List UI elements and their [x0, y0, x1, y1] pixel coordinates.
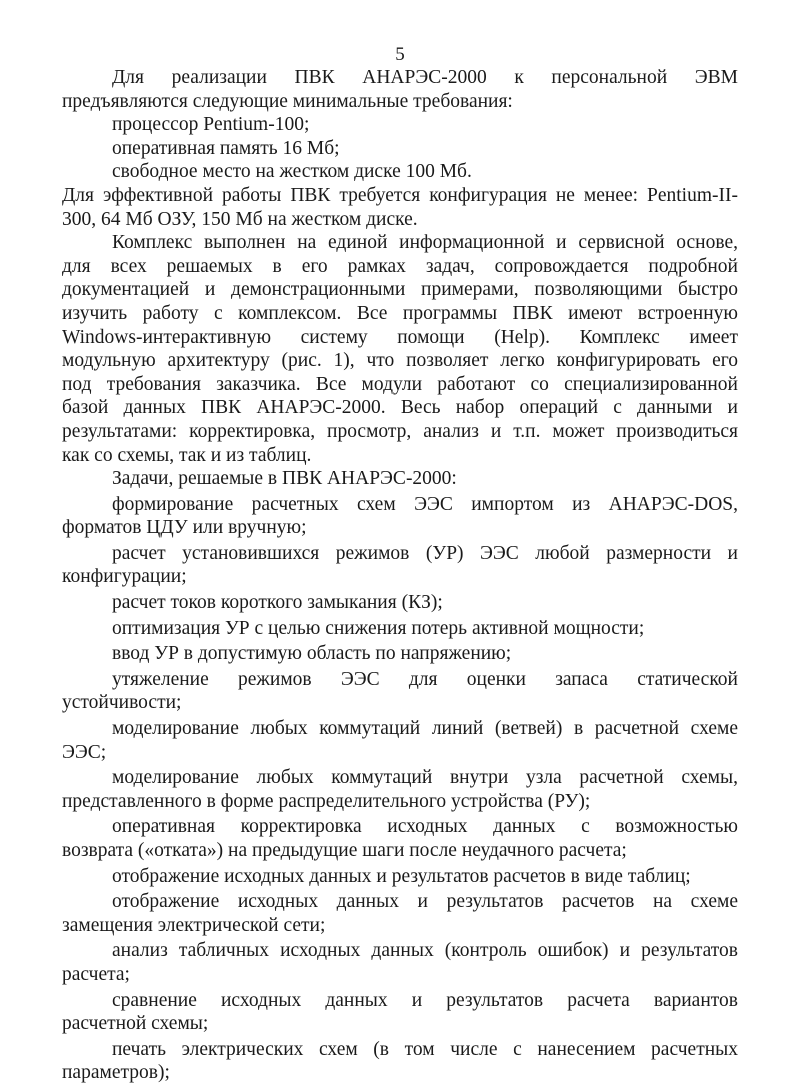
task-item-line-1: моделирование любых коммутаций внутри узла расчетной схемы, [112, 767, 738, 789]
task-item [62, 717, 738, 764]
task-item [62, 617, 738, 641]
complex-paragraph-line-3: документацией и демонстрационными примерами, позволяющими быстро [62, 279, 738, 301]
efficient-config-line-2: 300, 64 Мб ОЗУ, 150 Мб на жестком диске. [62, 208, 418, 230]
task-item-line-1: расчет токов короткого замыкания (КЗ); [112, 592, 443, 614]
task-item [62, 642, 738, 666]
task-item-line-1: оперативная корректировка исходных данных с возможностью [112, 816, 738, 838]
task-item [62, 493, 738, 540]
task-item [62, 1038, 738, 1085]
task-item [62, 542, 738, 589]
complex-paragraph-line-2: для всех решаемых в его рамках задач, сопровождается подробной [62, 255, 738, 277]
task-item-line-2: возврата («отката») на предыдущие шаги после неудачного расчета; [62, 840, 627, 861]
task-item-line-1: сравнение исходных данных и результатов расчета вариантов [112, 989, 738, 1011]
task-item-line-2: представленного в форме распределительного устройства (РУ); [62, 790, 591, 812]
complex-paragraph-line-7: под требования заказчика. Все модули работают со специализированной [62, 373, 738, 395]
requirements-intro-line-2: предъявляются следующие минимальные требования: [62, 90, 513, 112]
task-item-line-2: замещения электрической сети; [62, 914, 326, 936]
task-item-line-2: ЭЭС; [62, 741, 107, 763]
task-item [62, 939, 738, 986]
complex-paragraph-line-5: Windows-интерактивную систему помощи (Help). Комплекс имеет [62, 326, 738, 348]
task-item-line-1: моделирование любых коммутаций линий (ветвей) в расчетной схеме [112, 718, 738, 740]
task-item-line-1: формирование расчетных схем ЭЭС импортом из АНАРЭС-DOS, [112, 493, 738, 515]
requirements-intro-line-1: Для реализации ПВК АНАРЭС-2000 к персональной ЭВМ [112, 67, 738, 88]
task-item-line-1: отображение исходных данных и результатов расчетов в виде таблиц; [112, 865, 691, 887]
task-item-line-1: печать электрических схем (в том числе с нанесением расчетных [112, 1038, 738, 1060]
task-item [62, 815, 738, 862]
tasks-heading: Задачи, решаемые в ПВК АНАРЭС-2000: [112, 468, 457, 490]
page-body [62, 66, 738, 1085]
complex-paragraph-line-10: как со схемы, так и из таблиц. [62, 444, 312, 466]
complex-paragraph-line-1: Комплекс выполнен на единой информационной и сервисной основе, [112, 232, 738, 254]
task-item [62, 890, 738, 937]
task-item-line-1: оптимизация УР с целью снижения потерь активной мощности; [112, 617, 645, 639]
task-item [62, 668, 738, 715]
task-item-line-1: расчет установившихся режимов (УР) ЭЭС любой размерности и [112, 542, 738, 564]
requirement-cpu: процессор Pentium-100; [112, 114, 310, 136]
task-item-line-1: ввод УР в допустимую область по напряжению; [112, 643, 512, 665]
page-number: 5 [395, 44, 405, 65]
requirement-disk: свободное место на жестком диске 100 Мб. [112, 161, 472, 183]
task-item [62, 591, 738, 615]
task-item [62, 766, 738, 813]
complex-paragraph-line-9: результатами: корректировка, просмотр, анализ и т.п. может производиться [62, 420, 738, 442]
requirement-ram: оперативная память 16 Мб; [112, 137, 340, 159]
task-item-line-2: расчета; [62, 963, 130, 985]
task-item-line-2: расчетной схемы; [62, 1013, 209, 1035]
task-list [62, 493, 738, 1085]
complex-paragraph-line-6: модульную архитектуру (рис. 1), что позволяет легко конфигурировать его [62, 350, 738, 372]
task-item-line-1: утяжеление режимов ЭЭС для оценки запаса статической [112, 668, 738, 690]
task-item-line-2: устойчивости; [62, 692, 182, 714]
task-item-line-1: анализ табличных исходных данных (контроль ошибок) и результатов [112, 940, 738, 962]
efficient-config-line-1: Для эффективной работы ПВК требуется конфигурация не менее: Pentium-II- [62, 184, 738, 206]
complex-paragraph-line-8: базой данных ПВК АНАРЭС-2000. Весь набор операций с данными и [62, 397, 738, 419]
task-item-line-2: параметров); [62, 1062, 170, 1084]
task-item [62, 865, 738, 889]
task-item-line-1: отображение исходных данных и результатов расчетов на схеме [112, 891, 738, 913]
task-item [62, 989, 738, 1036]
task-item-line-2: конфигурации; [62, 566, 187, 588]
task-item-line-2: форматов ЦДУ или вручную; [62, 517, 307, 539]
complex-paragraph-line-4: изучить работу с комплексом. Все программы ПВК имеют встроенную [62, 302, 738, 324]
